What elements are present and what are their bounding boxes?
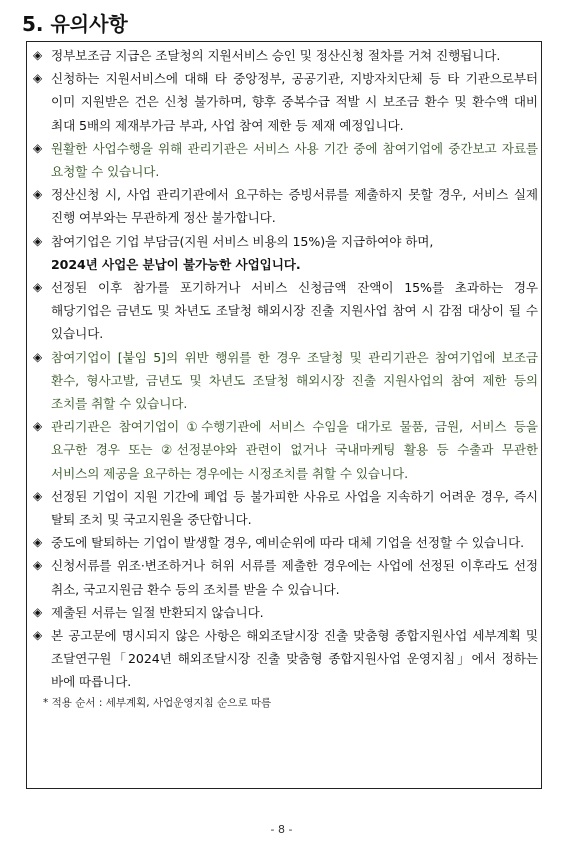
list-item-text: 중도에 탈퇴하는 기업이 발생할 경우, 예비순위에 따라 대체 기업을 선정할 수 있습니다. — [51, 535, 525, 551]
list-item — [33, 531, 538, 554]
footnote: * 적용 순서 : 세부계획, 사업운영지침 순으로 따름 — [43, 696, 272, 709]
diamond-bullet-icon: ◈ — [33, 488, 43, 503]
list-item-text: 신청하는 지원서비스에 대해 타 중앙정부, 공공기관, 지방자치단체 등 타 기관으로부터 이미 지원받은 건은 신청 불가하며, 향후 중복수급 적발 시 보조금 환수 및 환수액 대비 최대 5배의 제재부가금 부과, 사업 참여 제한 등 제재 예정입니다. — [51, 71, 538, 133]
list-item-text: 신청서류를 위조·변조하거나 허위 서류를 제출한 경우에는 사업에 선정된 이후라도 선정 취소, 국고지원금 환수 등의 조치를 받을 수 있습니다. — [51, 558, 538, 597]
diamond-bullet-icon: ◈ — [33, 604, 43, 619]
diamond-bullet-icon: ◈ — [33, 628, 43, 643]
diamond-bullet-icon: ◈ — [33, 558, 43, 573]
diamond-bullet-icon: ◈ — [33, 349, 43, 364]
list-item — [33, 44, 538, 67]
diamond-bullet-icon: ◈ — [33, 140, 43, 155]
list-item-text: 선정된 기업이 지원 기간에 폐업 등 불가피한 사유로 사업을 지속하기 어려운 경우, 즉시 탈퇴 조치 및 국고지원을 중단합니다. — [51, 488, 538, 528]
section-heading: 5. 유의사항 — [22, 12, 128, 36]
diamond-bullet-icon: ◈ — [33, 187, 43, 202]
diamond-bullet-icon: ◈ — [33, 535, 43, 550]
list-item-text: 정부보조금 지급은 조달청의 지원서비스 승인 및 정산신청 절차를 거쳐 진행됩니다. — [51, 48, 501, 63]
diamond-bullet-icon: ◈ — [33, 71, 43, 86]
list-item-text: 원활한 사업수행을 위해 관리기관은 서비스 사용 기간 중에 참여기업에 중간보고 자료를 요청할 수 있습니다. — [51, 140, 538, 180]
list-item-text: 제출된 서류는 일절 반환되지 않습니다. — [51, 604, 264, 620]
diamond-bullet-icon: ◈ — [33, 233, 43, 248]
list-item-text: 선정된 이후 참가를 포기하거나 서비스 신청금액 잔액이 15%를 초과하는 경우 해당기업은 금년도 및 차년도 조달청 해외시장 진출 지원사업 참여 시 감점 대상이 될 수 있습니다. — [51, 280, 538, 342]
list-item-text: 참여기업이 [붙임 5]의 위반 행위를 한 경우 조달청 및 관리기관은 참여기업에 보조금 환수, 형사고발, 금년도 및 차년도 조달청 해외시장 진출 지원사업의 참여 제한 등의 조치를 취할 수 있습니다. — [51, 349, 538, 412]
list-item — [33, 415, 538, 485]
list-item — [33, 230, 538, 276]
diamond-bullet-icon: ◈ — [33, 48, 43, 62]
list-item-text: 관리기관은 참여기업이 ①수행기관에 서비스 수임을 대가로 물품, 금원, 서비스 등을 요구한 경우 또는 ②선정분야와 관련이 없거나 국내마케팅 활용 등 수출과 무관한 서비스의 제공을 요구하는 경우에는 시정조치를 취할 수 있습니다. — [51, 419, 538, 481]
diamond-bullet-icon: ◈ — [33, 280, 43, 295]
list-item — [33, 67, 538, 137]
list-item-text-emphasis: 2024년 사업은 분납이 불가능한 사업입니다. — [51, 256, 301, 272]
list-item — [33, 276, 538, 346]
list-item — [33, 554, 538, 600]
notice-box — [26, 41, 542, 789]
list-item — [33, 183, 538, 229]
list-item — [33, 137, 538, 183]
list-item-text-regular: 참여기업은 기업 부담금(지원 서비스 비용의 15%)을 지급하여야 하며, — [51, 233, 434, 249]
page-number: - 8 - — [270, 823, 293, 836]
list-item — [33, 346, 538, 416]
list-item-text: 정산신청 시, 사업 관리기관에서 요구하는 증빙서류를 제출하지 못할 경우, 서비스 실제 진행 여부와는 무관하게 정산 불가합니다. — [51, 187, 538, 226]
diamond-bullet-icon: ◈ — [33, 419, 43, 434]
list-item — [33, 485, 538, 531]
list-item-text: 본 공고문에 명시되지 않은 사항은 해외조달시장 진출 맞춤형 종합지원사업 세부계획 및 조달연구원「2024년 해외조달시장 진출 맞춤형 종합지원사업 운영지침」에서 정하는 바에 따릅니다. — [51, 628, 538, 690]
list-item-text — [51, 230, 538, 276]
list-item — [33, 601, 538, 624]
list-item — [33, 624, 538, 694]
